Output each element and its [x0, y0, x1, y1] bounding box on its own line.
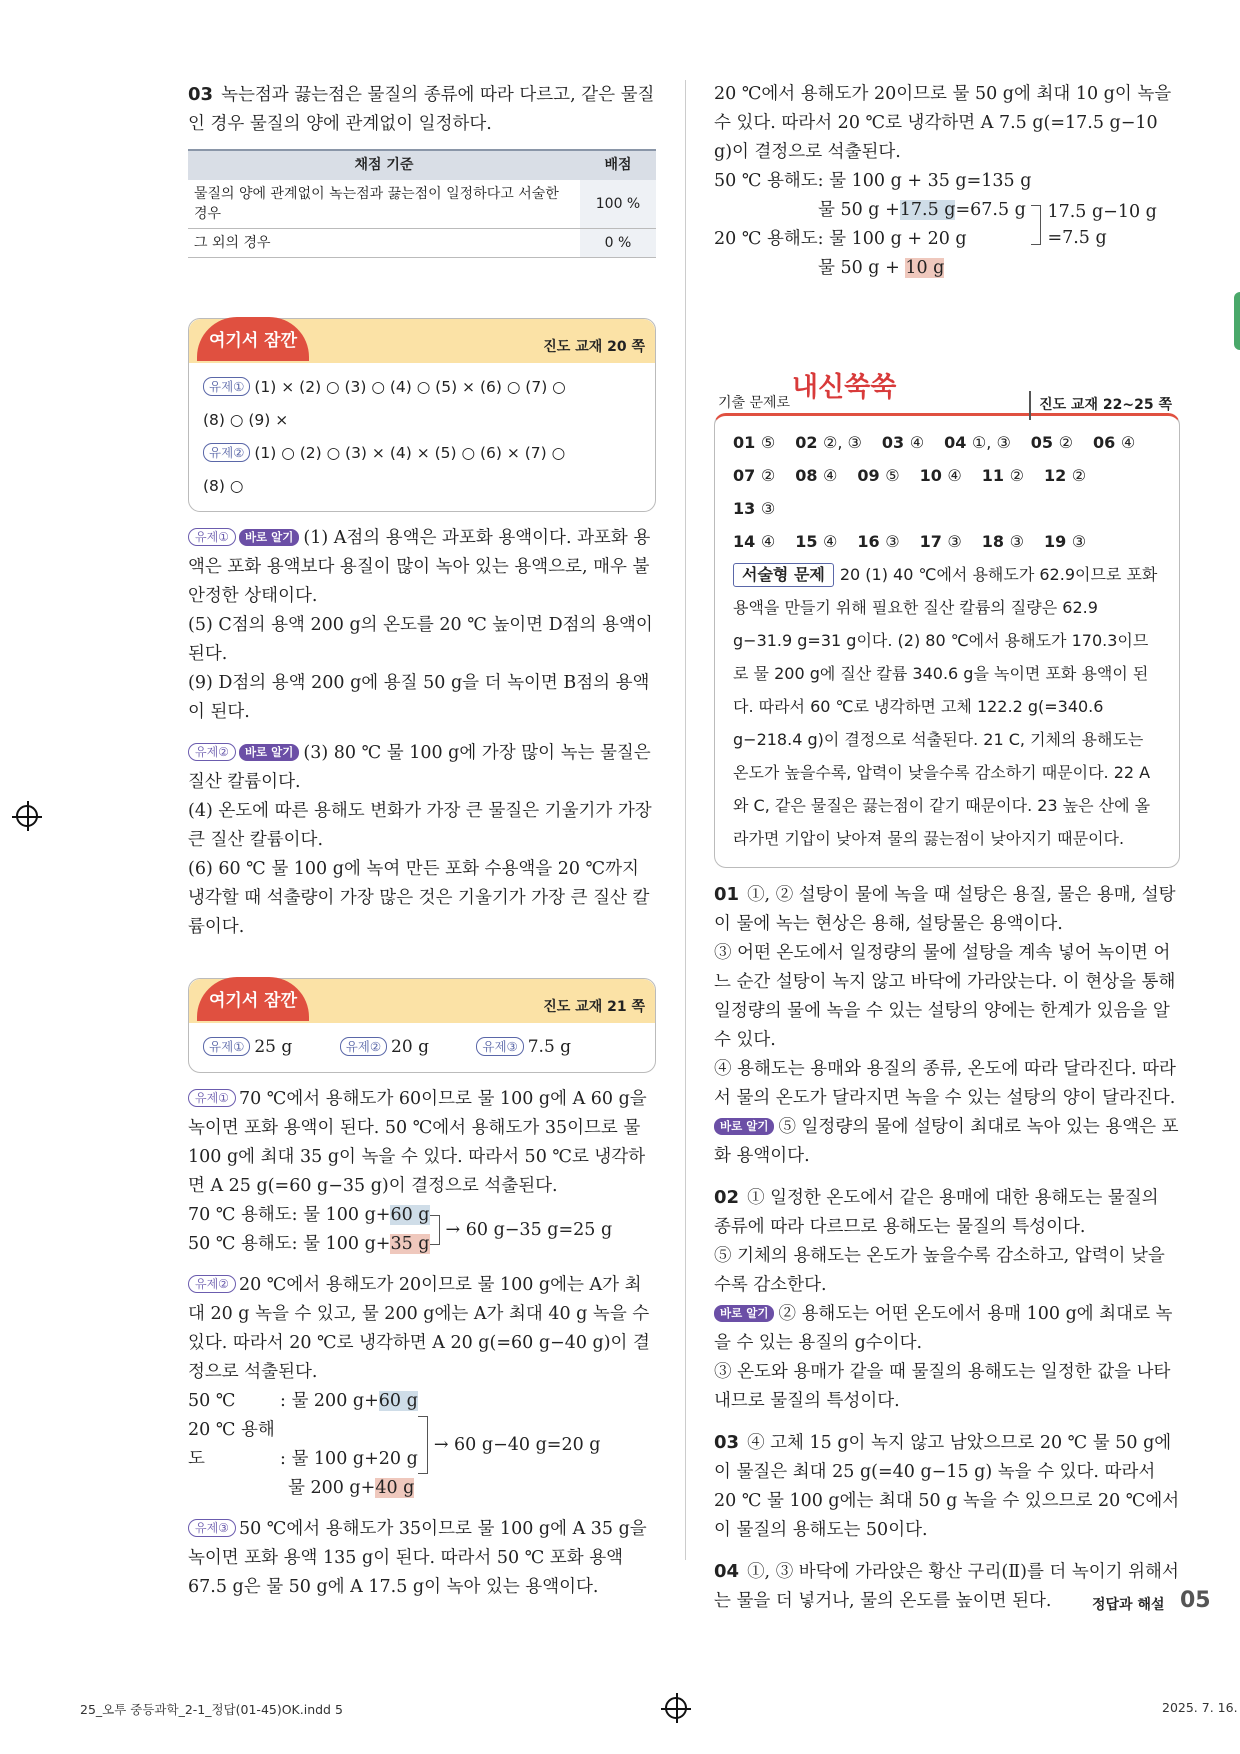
registration-mark-bottom	[665, 1697, 687, 1719]
q02-p4: ③ 온도와 용매가 같을 때 물질의 용해도는 일정한 값을 나타내므로 물질의 특성이다.	[714, 1362, 1171, 1411]
ex2-calc: 50 ℃ : 물 200 g+60 g 20 ℃ 용해도 : 물 100 g+20 g 물 200 g+40 g → 60 g−40 g=20 g	[188, 1391, 601, 1498]
answer-item: 19 ③	[1043, 532, 1087, 551]
tag-yuje1: 유제①	[203, 377, 250, 396]
answer-row	[733, 459, 1161, 525]
page-number: 05	[1180, 1588, 1211, 1613]
exp1-p1: 유제① 바로 알기 (1) A점의 용액은 과포화 용액이다. 과포화 용액은 포화 용액보다 용질이 많이 녹아 있는 용액으로, 매우 불안정한 상태이다.	[188, 528, 651, 606]
answer-item: 05 ②	[1030, 433, 1073, 452]
q01-p4: 바로 알기 ⑤ 일정량의 물에 설탕이 최대로 녹아 있는 용액은 포화 용액이다.	[714, 1117, 1179, 1166]
exp2-p3: (6) 60 ℃ 물 100 g에 녹여 만든 포화 수용액을 20 ℃까지 냉각할 때 석출량이 가장 많은 것은 기울기가 가장 큰 질산 칼륨이다.	[188, 859, 650, 937]
left-column	[188, 80, 656, 1602]
q03-p1: 03 ④ 고체 15 g이 녹지 않고 남았으므로 20 ℃ 물 50 g에 이 물질은 최대 25 g(=40 g−15 g) 녹을 수 있다. 따라서 20 ℃ 물 100 g에는 최대 50 g 녹을 수 있으므로 20 ℃에서 이 물질의 용해도는 50이다.	[714, 1432, 1180, 1540]
right-column	[714, 80, 1180, 1616]
answer-item: 09 ⑤	[857, 466, 900, 485]
box-title: 여기서 잠깐	[197, 977, 309, 1021]
chapter-tab	[1234, 292, 1240, 350]
ex1-calc: 70 ℃ 용해도: 물 100 g+60 g 50 ℃ 용해도: 물 100 g+35 g → 60 g−35 g=25 g	[188, 1205, 613, 1254]
answer-item: 07 ②	[733, 466, 776, 485]
answer-item: 10 ④	[919, 466, 962, 485]
box-title: 여기서 잠깐	[197, 317, 309, 361]
answer-row	[733, 426, 1161, 459]
exp2-p2: (4) 온도에 따른 용해도 변화가 가장 큰 물질은 기울기가 가장 큰 질산 칼륨이다.	[188, 801, 652, 850]
registration-mark-left	[16, 805, 38, 827]
q02-p1: 02 ① 일정한 온도에서 같은 용매에 대한 용해도는 물질의 종류에 따라 다르므로 용해도는 물질의 특성이다.	[714, 1187, 1159, 1237]
answer-item: 15 ④	[795, 532, 838, 551]
q01-p3: ④ 용해도는 용매와 용질의 종류, 온도에 따라 달라진다. 따라서 물의 온도가 달라지면 녹을 수 있는 설탕의 양이 달라진다.	[714, 1059, 1176, 1108]
naesin-ref: 진도 교재 22~25 쪽	[1029, 391, 1172, 420]
exp1-p3: (9) D점의 용액 200 g에 용질 50 g을 더 녹이면 B점의 용액이 된다.	[188, 673, 650, 722]
essay-answers: 20 (1) 40 ℃에서 용해도가 62.9이므로 포화 용액을 만들기 위해 필요한 질산 칼륨의 질량은 62.9 g−31.9 g=31 g이다. (2) 80 ℃에서 용해도가 170.3이므로 물 200 g에 질산 칼륨 340.6 g을 녹이면 포화 용액이 된다. 따라서 60 ℃로 냉각하면 고체 122.2 g(=340.6 g−218.4 g)이 결정으로 석출된다. 21 C, 기체의 용해도는 온도가 높을수록, 압력이 낮을수록 감소하기 때문이다. 22 A와 C, 같은 물질은 끓는점이 같기 때문이다. 23 높은 산에 올라가면 기압이 낮아져 물의 끓는점이 낮아지기 때문이다.	[733, 565, 1158, 848]
grading-table	[188, 149, 656, 258]
q02-p2: ⑤ 기체의 용해도는 온도가 높을수록 감소하고, 압력이 낮을수록 감소한다.	[714, 1246, 1165, 1295]
answer-item: 12 ②	[1043, 466, 1087, 485]
exp2-p1: 유제② 바로 알기 (3) 80 ℃ 물 100 g에 가장 많이 녹는 물질은 질산 칼륨이다.	[188, 743, 651, 792]
exp1-p2: (5) C점의 용액 200 g의 온도를 20 ℃ 높이면 D점의 용액이 된다.	[188, 615, 653, 664]
yeogiseo-box-20: 여기서 잠깐 진도 교재 20 쪽 유제① (1) × (2) ○ (3) ○ (4) ○ (5) × (6) ○ (7) ○ (8) ○ (9) × 유제② (1) ○ (2) ○ (3) × (4) × (5) ○ (6) × (7) ○ (8) ○	[188, 318, 656, 512]
print-date: 2025. 7. 16.	[1162, 1700, 1238, 1715]
answer-item: 14 ④	[733, 532, 776, 551]
table-row: 물질의 양에 관계없이 녹는점과 끓는점이 일정하다고 서술한 경우 100 %	[188, 180, 656, 229]
grading-header-score: 배점	[580, 150, 656, 180]
q04-p1: 04 ①, ③ 바닥에 가라앉은 황산 구리(Ⅱ)를 더 녹이기 위해서는 물을 더 넣거나, 물의 온도를 높이면 된다.	[714, 1561, 1179, 1611]
answer-item: 08 ④	[795, 466, 838, 485]
answer-item: 01 ⑤	[733, 433, 776, 452]
naesin-title: 내신쑥쑥	[792, 372, 897, 403]
answer-item: 03 ④	[881, 433, 925, 452]
answer-row	[733, 525, 1161, 558]
yeogiseo-box-21: 여기서 잠깐 진도 교재 21 쪽 유제① 25 g 유제② 20 g 유제③ 7.5 g	[188, 978, 656, 1073]
ex2-text: 유제② 20 ℃에서 용해도가 20이므로 물 100 g에는 A가 최대 20 g 녹을 수 있고, 물 200 g에는 A가 최대 40 g 녹을 수 있다. 따라서 20 ℃로 냉각하면 A 20 g(=60 g−40 g)이 결정으로 석출된다.	[188, 1275, 650, 1382]
answer-item: 02 ②, ③	[795, 433, 862, 452]
q01-p2: ③ 어떤 온도에서 일정량의 물에 설탕을 계속 넣어 녹이면 어느 순간 설탕이 녹지 않고 바닥에 가라앉는다. 이 현상을 통해 일정량의 물에 녹을 수 있는 설탕의 양에는 한계가 있음을 알 수 있다.	[714, 943, 1176, 1050]
answer-item: 11 ②	[981, 466, 1024, 485]
q01-p1: 01 ①, ② 설탕이 물에 녹을 때 설탕은 용질, 물은 용매, 설탕이 물에 녹는 현상은 용해, 설탕물은 용액이다.	[714, 884, 1176, 934]
naesin-header: 기출 문제로 내신쑥쑥 진도 교재 22~25 쪽	[714, 379, 1180, 413]
answer-item: 04 ①, ③	[944, 433, 1011, 452]
essay-tag: 서술형 문제	[733, 563, 834, 587]
q03-answer: 03 녹는점과 끓는점은 물질의 종류에 따라 다르고, 같은 물질인 경우 물질의 양에 관계없이 일정하다.	[188, 84, 655, 134]
ex3-calc: 50 ℃ 용해도: 물 100 g + 35 g=135 g 물 50 g +17.5 g=67.5 g 20 ℃ 용해도: 물 100 g + 20 g 물 50 g + 10 g 17.5 g−10 g =7.5 g	[714, 171, 1157, 278]
ex1-text: 유제① 70 ℃에서 용해도가 60이므로 물 100 g에 A 60 g을 녹이면 포화 용액이 된다. 50 ℃에서 용해도가 35이므로 물 100 g에 최대 35 g이 녹을 수 있다. 따라서 50 ℃로 냉각하면 A 25 g(=60 g−35 g)이 결정으로 석출된다.	[188, 1089, 647, 1196]
table-row: 그 외의 경우 0 %	[188, 229, 656, 258]
ex3-text: 유제③ 50 ℃에서 용해도가 35이므로 물 100 g에 A 35 g을 녹이면 포화 용액 135 g이 된다. 따라서 50 ℃ 포화 용액 67.5 g은 물 50 g에 A 17.5 g이 녹아 있는 용액이다.	[188, 1519, 647, 1597]
footer-label: 정답과 해설	[1092, 1597, 1165, 1613]
file-name: 25_오투 중등과학_2-1_정답(01-45)OK.indd 5	[80, 1702, 343, 1717]
column-divider	[685, 80, 686, 1560]
answer-item: 16 ③	[857, 532, 900, 551]
answer-item: 18 ③	[981, 532, 1024, 551]
answer-item: 13 ③	[733, 499, 776, 518]
grading-header-criterion: 채점 기준	[188, 150, 580, 180]
box-ref: 진도 교재 21 쪽	[543, 999, 645, 1015]
answer-item: 17 ③	[919, 532, 962, 551]
box-ref: 진도 교재 20 쪽	[543, 339, 645, 355]
answer-item: 06 ④	[1092, 433, 1136, 452]
naesin-answers	[714, 413, 1180, 868]
tag-yuje2: 유제②	[203, 443, 250, 462]
ex3-continued: 20 ℃에서 용해도가 20이므로 물 50 g에 최대 10 g이 녹을 수 있다. 따라서 20 ℃로 냉각하면 A 7.5 g(=17.5 g−10 g)이 결정으로 석출된다.	[714, 84, 1172, 162]
q02-p3: 바로 알기 ② 용해도는 어떤 온도에서 용매 100 g에 최대로 녹을 수 있는 용질의 g수이다.	[714, 1304, 1173, 1353]
